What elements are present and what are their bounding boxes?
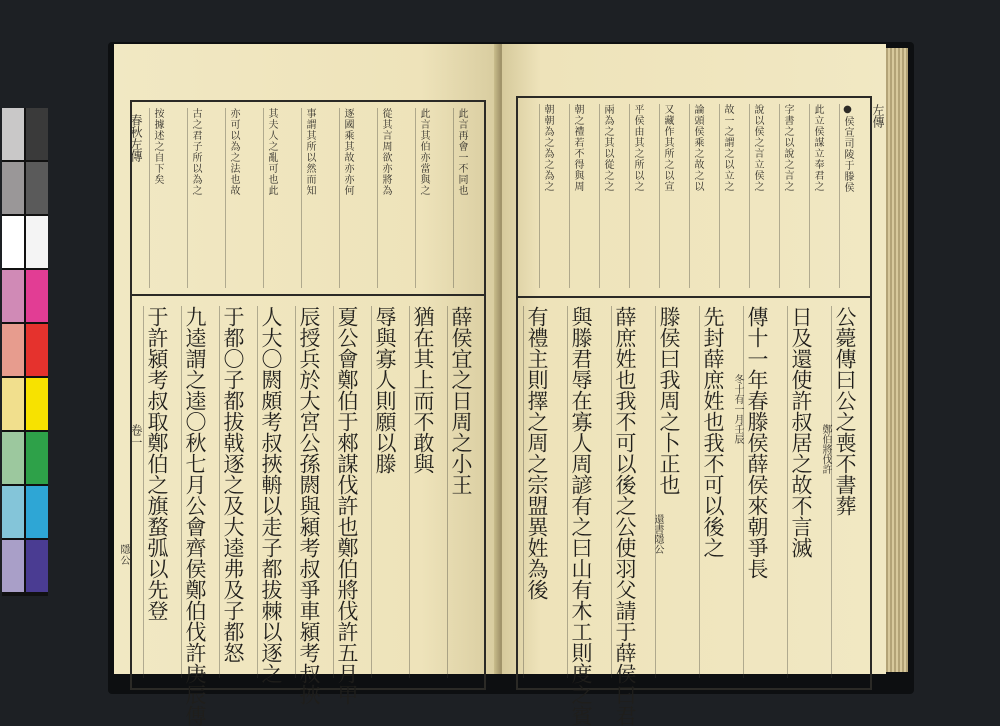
column-rule [219,306,220,678]
left-upper-column: 此言其伯亦當與之 [418,108,429,196]
calibration-patch [2,378,24,430]
column-rule [749,104,750,288]
right-upper-column: 字書之以說之言之 [782,104,793,192]
column-rule [839,104,840,288]
right-upper-column: 兩為之其以從之之 [602,104,613,192]
left-upper-column: 從其言周欲亦將為 [380,108,391,196]
left-page-footer: 隱公 [118,544,129,566]
left-lower-column: 夏公會鄭伯于郲謀伐許也鄭伯將伐許五月甲 [335,306,359,705]
column-rule [743,306,744,678]
column-rule [181,306,182,678]
calibration-patch [26,162,48,214]
right-upper-column: 又藏作其所之以宣 [662,104,673,192]
right-upper-column: 朝之禮若不得與周 [572,104,583,192]
right-lower-column: 有禮主則擇之周之宗盟異姓為後 [525,306,549,600]
calibration-patch [26,540,48,592]
left-lower-column: 九逵謂之逵〇秋七月公會齊侯鄭伯伐許庚辰傅 [183,306,207,726]
left-upper-column: 逐國乘其故亦亦何 [342,108,353,196]
left-lower-column: 于都〇子都拔戟逐之及大逵弗及子都怒 [221,306,245,663]
column-rule [371,306,372,678]
right-annotation: 還書隱公 [652,514,663,554]
column-rule [567,306,568,678]
calibration-patch [26,486,48,538]
left-upper-column: 事謂其所以然而知 [304,108,315,196]
column-rule [611,306,612,678]
left-lower-column: 猶在其上而不敢與 [411,306,435,474]
right-upper-column: 說以侯之言立侯之 [752,104,763,192]
calibration-patch [26,108,48,160]
column-rule [295,306,296,678]
right-page [502,44,886,726]
right-upper-column: 論頭侯乘之故之以 [692,104,703,192]
column-rule [787,306,788,678]
right-upper-column: ●侯宣司陵于滕侯 [842,104,853,193]
right-lower-column: 公薨傳曰公之喪不書葬 [833,306,857,516]
column-rule [447,306,448,678]
left-upper-column: 古之君子所以為之 [190,108,201,196]
left-page [114,44,498,726]
left-lower-column: 薛侯宜之日周之小王 [449,306,473,495]
calibration-patch [2,216,24,268]
right-lower-column: 與滕君辱在寡人周諺有之曰山有木工則度之賓 [569,306,593,726]
left-lower-column: 人大〇閼頗考叔挾輈以走子都拔棘以逐之 [259,306,283,684]
column-rule [699,306,700,678]
column-rule [599,104,600,288]
column-rule [409,306,410,678]
left-page-section-divider [130,294,484,296]
column-rule [809,104,810,288]
left-margin-volume: 卷一 [129,424,143,448]
calibration-patch [26,216,48,268]
right-annotation: 冬十有一月壬辰 [732,374,743,444]
right-lower-column: 傳十一年春滕侯薛侯來朝爭長 [745,306,769,579]
column-rule [659,104,660,288]
calibration-patch [26,324,48,376]
column-rule [377,108,378,288]
column-rule [187,108,188,288]
column-rule [225,108,226,288]
right-lower-column: 先封薛庶姓也我不可以後之 [701,306,725,558]
column-rule [143,306,144,678]
column-rule [569,104,570,288]
color-calibration-strip [2,108,48,596]
right-upper-column: 朝朝為之為之為之 [542,104,553,192]
column-rule [339,108,340,288]
left-upper-column: 其夫人之亂可也此 [266,108,277,196]
right-upper-column: 此立侯謀立奉君之 [812,104,823,192]
column-rule [301,108,302,288]
right-page-section-divider [516,296,870,298]
right-margin-title: 左傳 [871,104,885,128]
column-rule [719,104,720,288]
calibration-patch [2,108,24,160]
left-lower-column: 辱與寡人則願以滕 [373,306,397,474]
column-rule [779,104,780,288]
column-rule [629,104,630,288]
right-lower-column: 滕侯曰我周之卜正也 [657,306,681,495]
column-rule [831,306,832,678]
calibration-patch [26,432,48,484]
column-rule [333,306,334,678]
calibration-patch [2,162,24,214]
column-rule [149,108,150,288]
calibration-patch [2,270,24,322]
left-margin-title: 春秋左傳 [129,114,143,162]
left-upper-column: 按據述之自下矣 [152,108,163,185]
column-rule [257,306,258,678]
right-lower-column: 日及還使許叔居之故不言滅 [789,306,813,558]
left-lower-column: 辰授兵於大宮公孫閼與潁考叔爭車潁考叔挾 [297,306,321,705]
left-upper-column: 亦可以為之法也故 [228,108,239,196]
calibration-patch [2,432,24,484]
column-rule [689,104,690,288]
right-upper-column: 故一之謂之以立之 [722,104,733,192]
left-lower-column: 于許潁考叔取鄭伯之旗蝥弧以先登 [145,306,169,621]
right-lower-column: 薛庶姓也我不可以後之公使羽父請于薛侯曰君 [613,306,637,726]
column-rule [523,306,524,678]
calibration-patch [2,540,24,592]
column-rule [539,104,540,288]
calibration-patch [26,378,48,430]
calibration-patch [2,324,24,376]
calibration-patch [2,486,24,538]
column-rule [415,108,416,288]
right-upper-column: 平侯由其之所以之 [632,104,643,192]
right-annotation: 鄭伯將伐許 [820,424,831,474]
calibration-patch [26,270,48,322]
left-upper-column: 此言再會一不同也 [456,108,467,196]
column-rule [263,108,264,288]
column-rule [453,108,454,288]
